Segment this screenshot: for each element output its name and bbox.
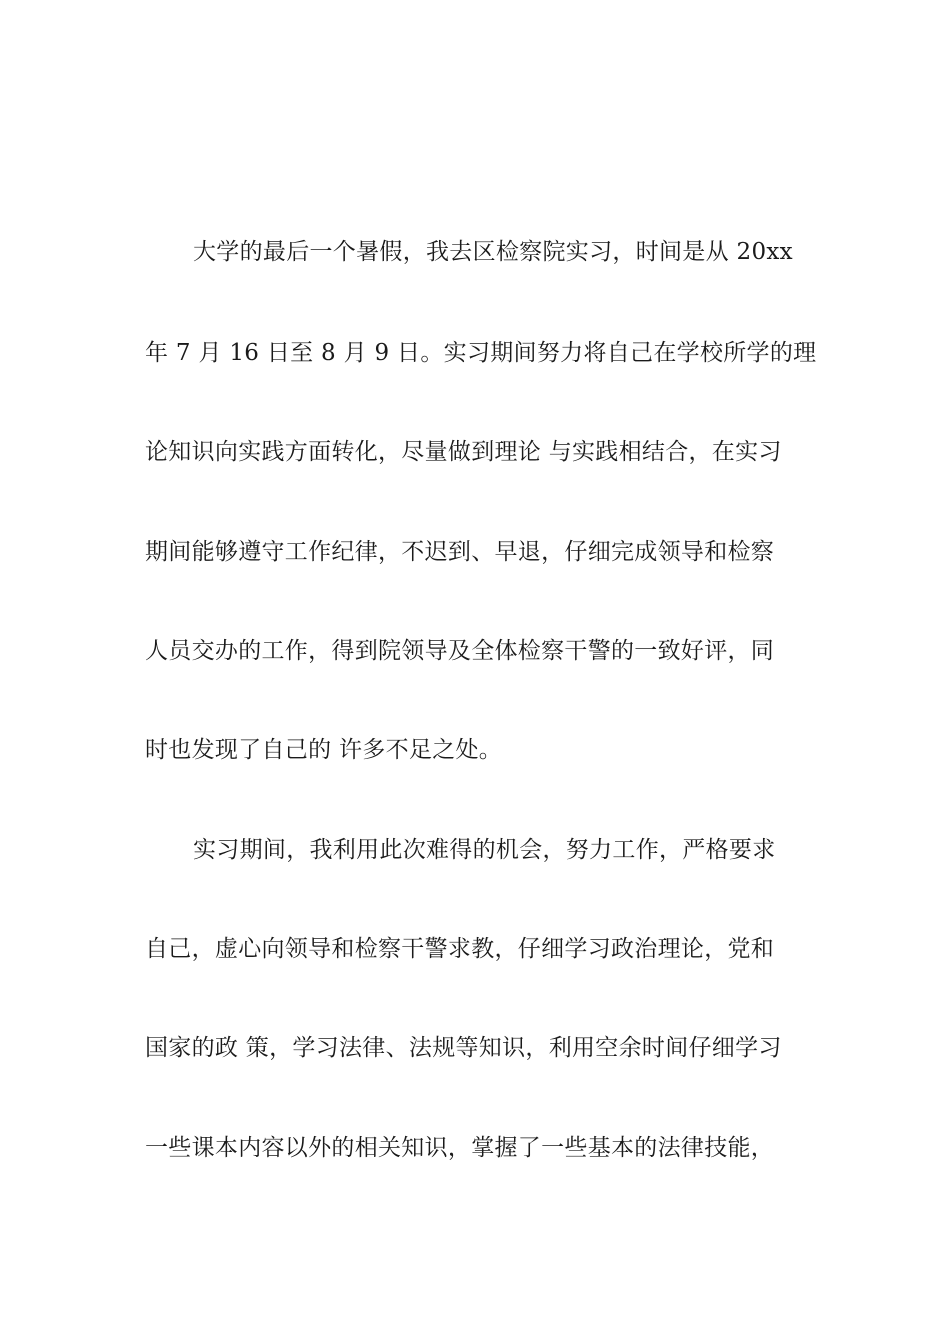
paragraph-1-line-6: 时也发现了自己的 许多不足之处。 <box>145 737 503 763</box>
paragraph-1-line-3: 论知识向实践方面转化，尽量做到理论 与实践相结合，在实习 <box>145 439 782 465</box>
paragraph-2-line-2: 自己，虚心向领导和检察干警求教，仔细学习政治理论，党和 <box>145 936 775 962</box>
paragraph-1-line-1: 大学的最后一个暑假，我去区检察院实习，时间是从 20xx <box>193 239 793 265</box>
paragraph-2-line-1: 实习期间，我利用此次难得的机会，努力工作，严格要求 <box>193 837 776 863</box>
paragraph-1-line-5: 人员交办的工作，得到院领导及全体检察干警的一致好评，同 <box>145 638 775 664</box>
paragraph-1-line-4: 期间能够遵守工作纪律，不迟到、早退，仔细完成领导和检察 <box>145 539 775 565</box>
paragraph-2-line-3: 国家的政 策，学习法律、法规等知识，利用空余时间仔细学习 <box>145 1035 782 1061</box>
paragraph-2-line-4: 一些课本内容以外的相关知识，掌握了一些基本的法律技能， <box>145 1135 775 1161</box>
paragraph-1-line-2: 年 7 月 16 日至 8 月 9 日。实习期间努力将自己在学校所学的理 <box>145 340 817 366</box>
